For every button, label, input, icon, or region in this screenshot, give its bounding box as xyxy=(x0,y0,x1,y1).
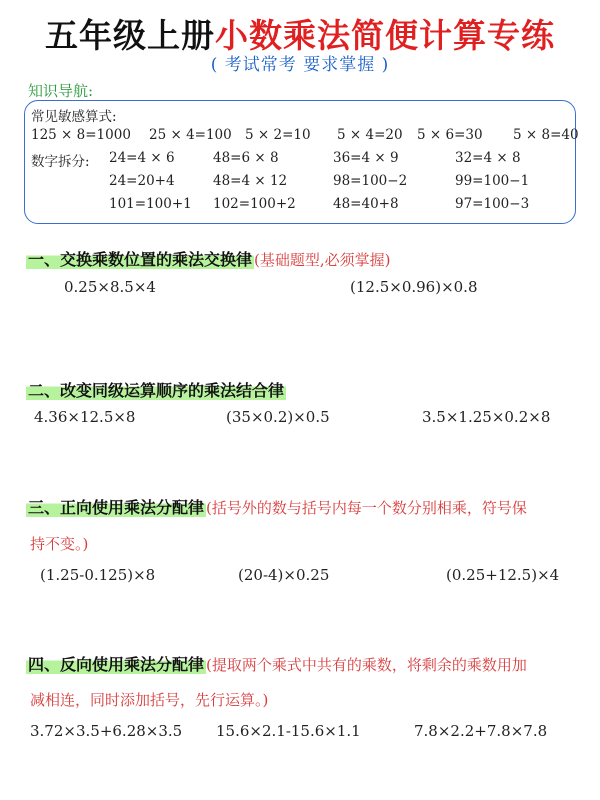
subtitle: ( 考试常考 要求掌握 ) xyxy=(210,55,390,75)
problem: 3.5×1.25×0.2×8 xyxy=(422,408,551,426)
sensitive-formula: 125 × 8=1000 xyxy=(31,127,131,143)
problem: (12.5×0.96)×0.8 xyxy=(350,278,478,296)
split-formula: 102=100+2 xyxy=(213,196,296,212)
problem: (20-4)×0.25 xyxy=(238,566,330,584)
section-note: (提取两个乘式中共有的乘数，将剩余的乘数用加 xyxy=(206,656,527,674)
section-note: (括号外的数与括号内每一个数分别相乘，符号保 xyxy=(206,499,527,517)
section-title: 一、交换乘数位置的乘法交换律 xyxy=(28,250,253,269)
section-1-heading xyxy=(26,247,391,270)
split-formula: 98=100−2 xyxy=(333,173,408,189)
knowledge-nav-box xyxy=(24,100,579,224)
problem: 7.8×2.2+7.8×7.8 xyxy=(414,722,548,740)
split-formula: 36=4 × 9 xyxy=(333,150,399,166)
title-topic: 小数乘法简便计算专练 xyxy=(215,16,555,55)
section-title: 四、反向使用乘法分配律 xyxy=(28,655,205,674)
section-note-continued: 持不变。) xyxy=(30,535,89,553)
problem: 0.25×8.5×4 xyxy=(64,278,156,296)
split-formula: 24=20+4 xyxy=(109,173,175,189)
split-formula: 101=100+1 xyxy=(109,196,192,212)
title-grade: 五年级上册 xyxy=(45,16,215,55)
sensitive-formula: 5 × 4=20 xyxy=(337,127,403,143)
problem: 4.36×12.5×8 xyxy=(34,408,136,426)
problem: (35×0.2)×0.5 xyxy=(226,408,330,426)
section-4-heading xyxy=(26,652,527,675)
problem: (1.25-0.125)×8 xyxy=(40,566,156,584)
section-3-heading xyxy=(26,495,527,518)
split-formula: 24=4 × 6 xyxy=(109,150,175,166)
sensitive-formula: 25 × 4=100 xyxy=(149,127,232,143)
sensitive-formula: 5 × 8=40 xyxy=(513,127,579,143)
section-2-heading xyxy=(26,378,286,401)
problem: 15.6×2.1-15.6×1.1 xyxy=(216,722,361,740)
sensitive-formula: 5 × 6=30 xyxy=(417,127,483,143)
split-formula: 48=4 × 12 xyxy=(213,173,288,189)
split-formula: 97=100−3 xyxy=(455,196,530,212)
problem: (0.25+12.5)×4 xyxy=(446,566,560,584)
split-formula: 99=100−1 xyxy=(455,173,530,189)
split-label: 数字拆分: xyxy=(31,154,90,170)
knowledge-nav-label: 知识导航: xyxy=(28,82,94,100)
sensitive-formula: 5 × 2=10 xyxy=(245,127,311,143)
section-note-continued: 减相连，同时添加括号，先行运算。) xyxy=(30,691,269,709)
section-note: (基础题型,必须掌握) xyxy=(254,251,391,269)
sensitive-label: 常见敏感算式: xyxy=(31,109,117,125)
section-title: 二、改变同级运算顺序的乘法结合律 xyxy=(28,381,285,400)
split-formula: 48=40+8 xyxy=(333,196,399,212)
split-formula: 32=4 × 8 xyxy=(455,150,521,166)
section-title: 三、正向使用乘法分配律 xyxy=(28,498,205,517)
problem: 3.72×3.5+6.28×3.5 xyxy=(30,722,183,740)
split-formula: 48=6 × 8 xyxy=(213,150,279,166)
